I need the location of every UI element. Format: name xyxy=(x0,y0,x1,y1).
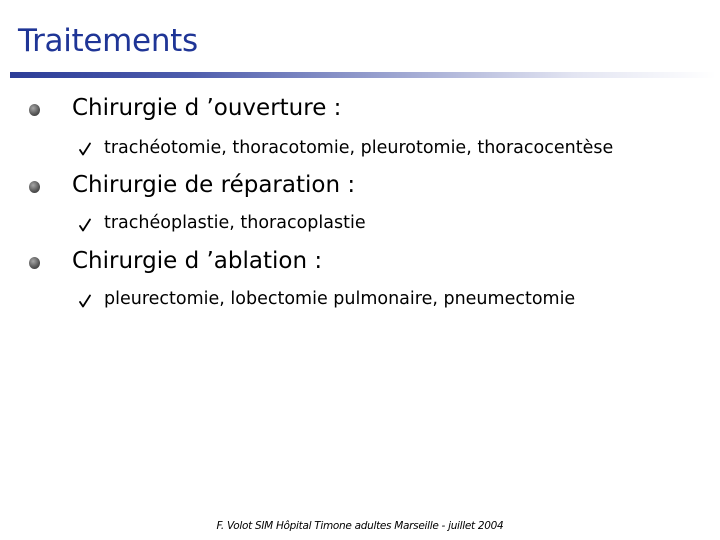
checkmark-icon xyxy=(79,142,91,156)
slide-title: Traitements xyxy=(18,23,198,59)
title-underline xyxy=(10,72,716,78)
bullet-heading-opening-surgery: Chirurgie d ’ouverture : xyxy=(72,95,342,121)
slide-footer: F. Volot SIM Hôpital Timone adultes Marseille - juillet 2004 xyxy=(216,520,504,532)
sub-item-repair-procedures: trachéoplastie, thoracoplastie xyxy=(104,213,366,233)
bullet-icon xyxy=(29,104,40,116)
checkmark-icon xyxy=(79,218,91,232)
checkmark-icon xyxy=(79,294,91,308)
sub-item-opening-procedures: trachéotomie, thoracotomie, pleurotomie, thoracocentèse xyxy=(104,138,614,158)
sub-item-ablation-procedures: pleurectomie, lobectomie pulmonaire, pneumectomie xyxy=(104,289,576,309)
bullet-icon xyxy=(29,257,40,269)
bullet-heading-ablation-surgery: Chirurgie d ’ablation : xyxy=(72,248,323,274)
bullet-heading-repair-surgery: Chirurgie de réparation : xyxy=(72,172,356,198)
bullet-icon xyxy=(29,181,40,193)
